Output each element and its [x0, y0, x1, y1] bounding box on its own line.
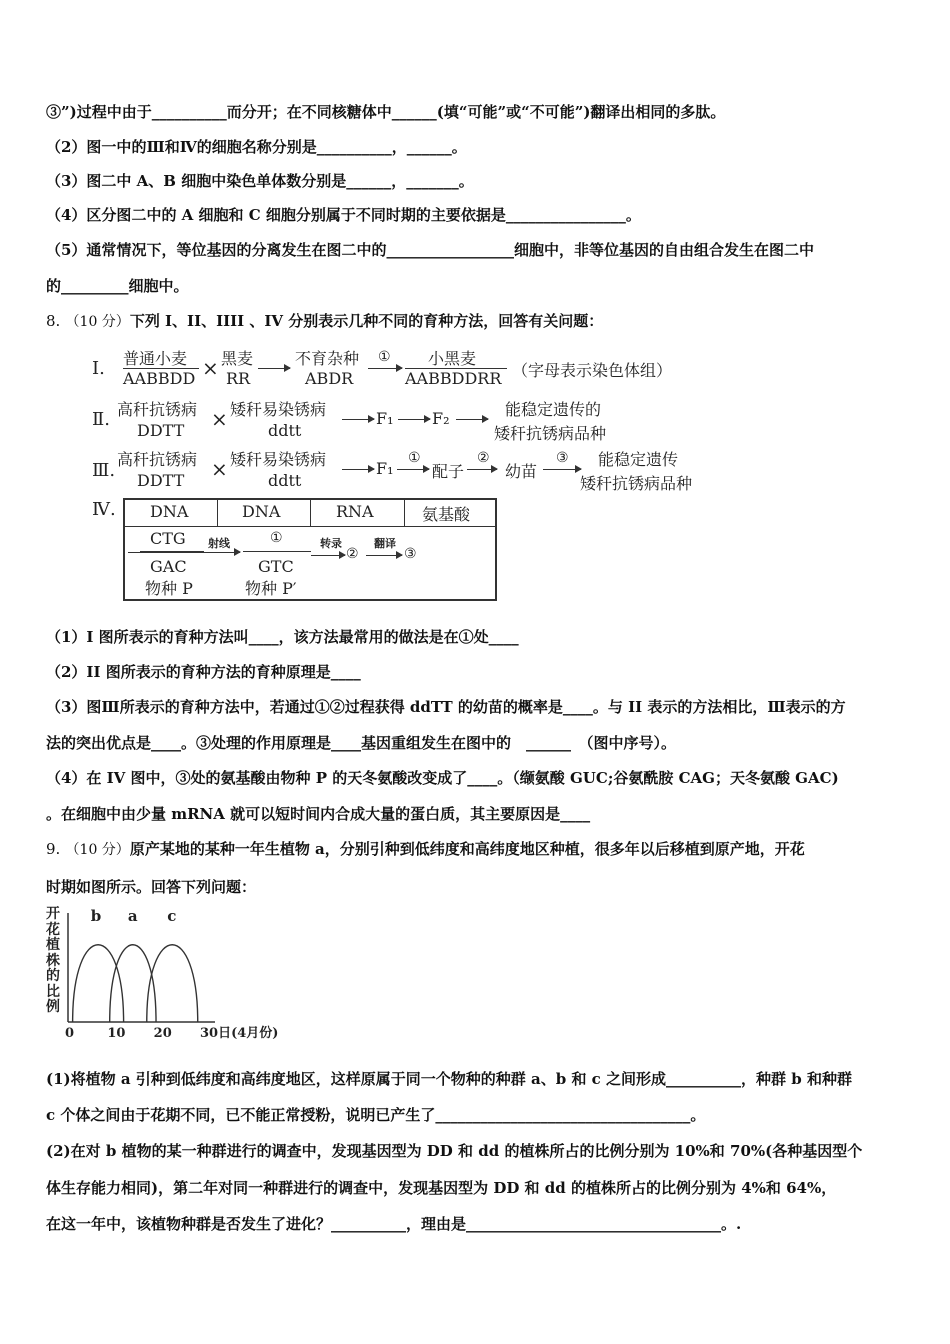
row-IV-ctg: CTG — [150, 529, 186, 548]
question-9-part-2c: 在这一年中，该植物种群是否发生了进化？__________，理由是__________________________________。. — [46, 1215, 742, 1233]
row-IV-header-4: 氨基酸 — [422, 505, 471, 524]
text-line-1: ③”)过程中由于__________而分开；在不同核糖体中______(填“可能”或“不可能”)翻译出相同的多肽。 — [46, 103, 726, 121]
row-I-cross: × — [202, 356, 219, 380]
row-I-note: （字母表示染色体组） — [512, 361, 673, 380]
question-9-score: （10 分） — [65, 842, 130, 858]
row-IV-species-p: 物种 P — [145, 579, 193, 598]
row-II-parent-2-genotype: ddtt — [268, 421, 302, 440]
row-III-step-3: ③ — [556, 450, 569, 466]
row-IV-header-divider — [123, 526, 497, 527]
row-IV-col-divider-3 — [404, 498, 405, 526]
row-IV-label: Ⅳ. — [92, 499, 116, 520]
row-III-parent-1-genotype: DDTT — [137, 471, 185, 490]
row-II-label: Ⅱ. — [92, 409, 110, 430]
row-IV-step-1: ① — [270, 530, 283, 546]
curve-c — [147, 945, 198, 1022]
question-8-part-3b: 法的突出优点是____。③处理的作用原理是____基因重组发生在图中的 ______ （图中序号）。 — [46, 734, 677, 752]
row-I-triticale-bar — [405, 368, 507, 369]
question-8-part-1: （1）I 图所表示的育种方法叫____，该方法最常用的做法是在①处____ — [46, 628, 519, 646]
row-III-f1: F₁ — [376, 459, 394, 478]
row-III-parent-2-genotype: ddtt — [268, 471, 302, 490]
x-tick-20: 20 — [153, 1026, 172, 1041]
row-I-triticale-genome: AABBDDRR — [405, 369, 502, 388]
row-IV-translation: 翻译 — [374, 537, 396, 550]
row-I-rye: 黑麦 — [221, 349, 254, 368]
row-III-result-2: 矮秆抗锈病品种 — [580, 474, 693, 493]
row-I-step-1: ① — [378, 349, 391, 365]
row-III-label: Ⅲ. — [92, 460, 116, 481]
row-III-parent-1: 高秆抗锈病 — [117, 450, 198, 469]
row-I-wheat-genome: AABBDD — [123, 369, 196, 388]
row-II-cross: × — [211, 407, 228, 431]
text-line-3: （3）图二中 A、B 细胞中染色单体数分别是______，_______。 — [46, 172, 474, 190]
row-IV-arrow-3 — [366, 555, 402, 556]
row-IV-col-divider-2 — [310, 498, 311, 526]
question-9-text: 原产某地的某种一年生植物 a，分别引种到低纬度和高纬度地区种植，很多年以后移植到原产地，开花 — [129, 840, 805, 858]
row-IV-arrow-1 — [128, 552, 240, 553]
question-8-part-4a: （4）在 IV 图中，③处的氨基酸由物种 P 的天冬氨酸改变成了____。（缬氨酸 GUC;谷氨酰胺 CAG；天冬氨酸 GAC) — [46, 769, 839, 787]
row-III-arrow-2 — [397, 469, 429, 470]
question-8-part-4b: 。在细胞中由少量 mRNA 就可以短时间内合成大量的蛋白质，其主要原因是____ — [46, 805, 591, 823]
question-8-part-2: （2）II 图所表示的育种方法的育种原理是____ — [46, 663, 361, 681]
row-IV-step-2: ② — [346, 546, 359, 562]
row-II-parent-2: 矮秆易染锈病 — [230, 400, 327, 419]
row-II-parent-1-genotype: DDTT — [137, 421, 185, 440]
row-IV-species-p-prime: 物种 P′ — [245, 579, 297, 598]
flowering-chart — [40, 905, 300, 1040]
row-II-arrow-3 — [456, 419, 488, 420]
question-8-part-3a: （3）图Ⅲ所表示的育种方法中，若通过①②过程获得 ddTT 的幼苗的概率是____。与 II 表示的方法相比，Ⅲ表示的方 — [46, 698, 846, 716]
x-tick-10: 10 — [107, 1026, 126, 1041]
row-II-arrow-1 — [342, 419, 374, 420]
question-9-part-2b: 体生存能力相同)，第二年对同一种群进行的调查中，发现基因型为 DD 和 dd 的植株所占的比例分别为 4%和 64%， — [46, 1179, 837, 1197]
x-tick-0: 0 — [65, 1026, 75, 1041]
row-II-parent-1: 高秆抗锈病 — [117, 400, 198, 419]
row-III-arrow-4 — [543, 469, 581, 470]
question-9-number: 9. — [46, 840, 61, 858]
curve-label-b: b — [90, 907, 102, 925]
row-IV-header-3: RNA — [336, 502, 374, 521]
row-I-wheat-bar — [123, 368, 199, 369]
row-I-sterile-hybrid: 不育杂种 — [295, 349, 360, 368]
row-III-seedlings: 幼苗 — [505, 462, 538, 481]
row-III-cross: × — [211, 457, 228, 481]
question-9-text-2: 时期如图所示。回答下列问题： — [46, 878, 257, 896]
row-II-f2: F₂ — [432, 409, 450, 428]
question-9-part-2a: (2)在对 b 植物的某一种群进行的调查中，发现基因型为 DD 和 dd 的植株所占的比例分别为 10%和 70%(各种基因型个 — [46, 1142, 863, 1160]
row-IV-gtc: GTC — [258, 557, 294, 576]
curve-b — [73, 945, 124, 1022]
row-IV-gac: GAC — [150, 557, 187, 576]
row-III-arrow-3 — [467, 469, 497, 470]
row-IV-step-1-bar — [243, 551, 311, 552]
row-I-wheat: 普通小麦 — [123, 349, 188, 368]
row-IV-col-divider-1 — [217, 498, 218, 526]
chart-svg — [40, 905, 300, 1040]
row-I-arrow-2 — [368, 368, 402, 369]
row-I-label: Ⅰ. — [92, 358, 105, 379]
row-III-parent-2: 矮秆易染锈病 — [230, 450, 327, 469]
row-III-step-2: ② — [477, 450, 490, 466]
question-9-part-1a: (1)将植物 a 引种到低纬度和高纬度地区，这样原属于同一个物种的种群 a、b 和 c 之间形成__________，种群 b 和种群 — [46, 1070, 852, 1088]
row-II-result: 能稳定遗传的 — [505, 400, 602, 419]
row-III-result: 能稳定遗传 — [598, 450, 679, 469]
question-8-heading — [46, 311, 603, 332]
question-9-part-1b: c 个体之间由于花期不同，已不能正常授粉，说明已产生了__________________________________。 — [46, 1106, 706, 1124]
row-II-arrow-2 — [398, 419, 430, 420]
row-I-hybrid-genome: ABDR — [305, 369, 354, 388]
row-IV-header-1: DNA — [150, 502, 189, 521]
row-IV-radiation: 射线 — [208, 537, 230, 550]
text-line-6: 的_________细胞中。 — [46, 277, 189, 295]
row-I-arrow-1 — [258, 368, 290, 369]
curve-label-a: a — [127, 907, 138, 925]
row-III-arrow-1 — [342, 469, 374, 470]
text-line-4: （4）区分图二中的 A 细胞和 C 细胞分别属于不同时期的主要依据是________________。 — [46, 206, 641, 224]
row-I-rye-genome: RR — [226, 369, 251, 388]
question-8-score: （10 分） — [65, 314, 130, 330]
text-line-2: （2）图一中的Ⅲ和Ⅳ的细胞名称分别是__________，______。 — [46, 138, 467, 156]
row-III-step-1: ① — [408, 450, 421, 466]
question-9-heading — [46, 839, 805, 860]
row-III-gametes: 配子 — [432, 462, 465, 481]
chart-ylabel: 开花植株的比例 — [46, 906, 60, 1015]
question-8-number: 8. — [46, 312, 61, 330]
row-IV-arrow-2 — [311, 555, 345, 556]
x-tick-30: 30日(4月份) — [200, 1026, 279, 1041]
row-II-result-2: 矮秆抗锈病品种 — [494, 424, 607, 443]
question-8-text: 下列 I、II、IIII 、IV 分别表示几种不同的育种方法，回答有关问题： — [129, 312, 604, 330]
row-IV-transcription: 转录 — [320, 537, 342, 550]
row-IV-header-2: DNA — [242, 502, 281, 521]
text-line-5: （5）通常情况下，等位基因的分离发生在图二中的_________________细胞中，非等位基因的自由组合发生在图二中 — [46, 241, 814, 259]
row-I-triticale: 小黑麦 — [428, 349, 477, 368]
row-IV-step-3: ③ — [404, 546, 417, 562]
row-II-f1: F₁ — [376, 409, 394, 428]
curve-label-c: c — [167, 907, 177, 925]
